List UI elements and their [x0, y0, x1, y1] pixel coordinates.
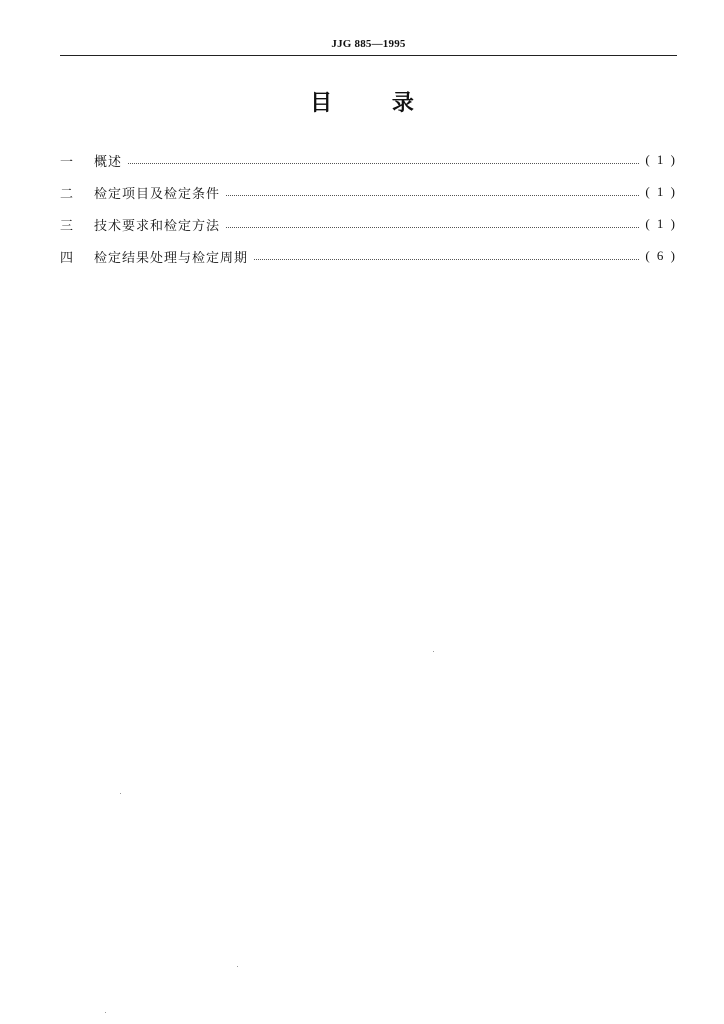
toc-entry-label: 技术要求和检定方法	[94, 218, 221, 234]
toc-entry-label: 概述	[94, 154, 123, 170]
toc-entry-page: ( 1 )	[645, 152, 677, 167]
toc-entry-number: 三	[60, 218, 74, 234]
toc-entry-2[interactable]	[60, 180, 677, 204]
toc-dot-leader	[254, 259, 639, 260]
toc-entry-1[interactable]	[60, 148, 677, 172]
toc-entry-number: 一	[60, 154, 74, 170]
toc-entry-3[interactable]	[60, 212, 677, 236]
scan-speck	[433, 651, 434, 652]
toc-entry-label: 检定结果处理与检定周期	[94, 250, 249, 266]
scan-speck	[105, 1012, 106, 1013]
toc-dot-leader	[226, 195, 639, 196]
scan-speck	[237, 966, 238, 967]
toc-entry-page: ( 1 )	[645, 184, 677, 199]
toc-dot-leader	[128, 163, 639, 164]
table-of-contents	[60, 148, 677, 276]
page-header-standard-code: JJG 885—1995	[331, 38, 406, 50]
toc-dot-leader	[226, 227, 639, 228]
page-title: 目 录	[310, 91, 414, 116]
toc-entry-label: 检定项目及检定条件	[94, 186, 221, 202]
header-rule	[60, 55, 677, 56]
toc-entry-number: 四	[60, 250, 74, 266]
toc-entry-number: 二	[60, 186, 74, 202]
toc-entry-page: ( 6 )	[645, 248, 677, 263]
toc-entry-4[interactable]	[60, 244, 677, 268]
toc-entry-page: ( 1 )	[645, 216, 677, 231]
scan-speck	[120, 793, 121, 794]
